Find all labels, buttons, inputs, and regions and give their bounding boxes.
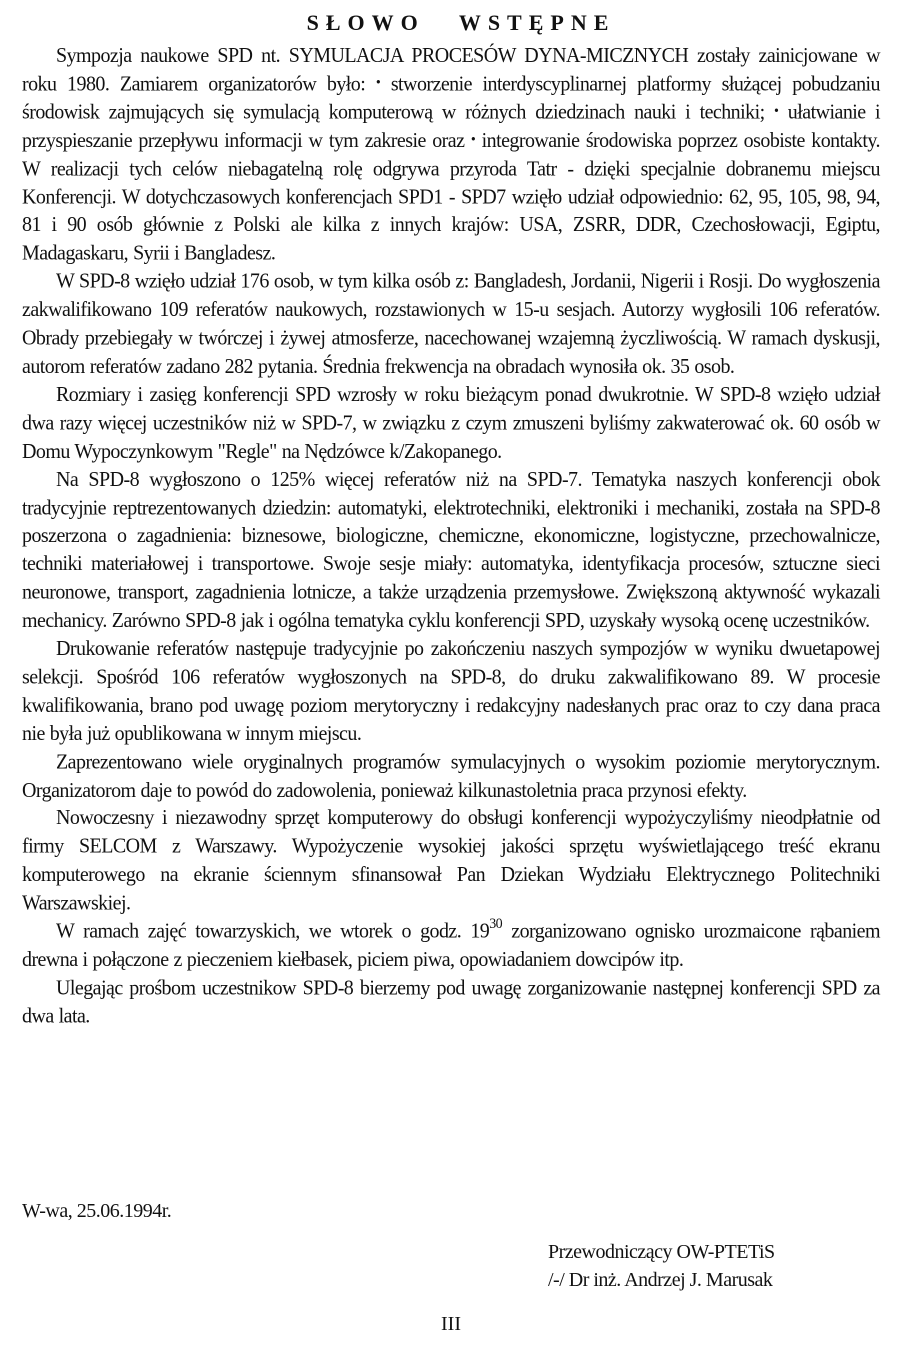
paragraph-topics: Na SPD-8 wygłoszono o 125% więcej referatów niż na SPD-7. Tematyka naszych konferencji obok tradycyjnie reptrezentowanych dziedzin: automatyki, elektrotechniki, elektroniki i mechaniki, została na SPD-8 poszerzona o zagadnienia: biznesowe, biologiczne, chemiczne, ekonomiczne, logistyczne, przechowalnicze, techniki materiałowej i transportowe. Swoje sesje miały: automatyka, identyfikacja procesów, sztuczne sieci neuronowe, transport, zagadnienia lotnicze, a także urządzenia przemysłowe. Zwiększoną aktywność wykazali mechanicy. Zarówno SPD-8 jak i ogólna tematyka cyklu konferencji SPD, uzyskały wysoką ocenę uczestników.	[22, 467, 880, 633]
date-line: W-wa, 25.06.1994r.	[22, 1200, 172, 1222]
time-superscript: 30	[489, 916, 503, 933]
page-number: III	[441, 1313, 461, 1335]
paragraph-equipment: Nowoczesny i niezawodny sprzęt komputerowy do obsługi konferencji wypożyczyliśmy nieodpłatnie od firmy SELCOM z Warszawy. Wypożyczenie wysokiej jakości sprzętu wyświetlającego treść ekranu komputerowego na ekranie ściennym sfinansował Pan Dziekan Wydziału Elektrycznego Politechniki Warszawskiej.	[22, 806, 880, 915]
bullet-icon: •	[774, 103, 779, 120]
paragraph-social-events: W ramach zajęć towarzyskich, we wtorek o godz. $19^{30}$ zorganizowano ognisko urozmaicone rąbaniem drewna i połączone z pieczeniem kiełbasek, piciem piwa, opowiadaniem dowcipów itp.	[22, 916, 880, 972]
paragraph-intro: Sympozja naukowe SPD nt. SYMULACJA PROCESÓW DYNA-MICZNYCH zostały zainicjowane w roku 1980. Zamiarem organizatorów było: • stworzenie interdyscyplinarnej platformy służącej pobudzaniu środowisk zajmujących się symulacją komputerową w różnych dziedzinach nauki i techniki; • ułatwianie i przyspieszanie przepływu informacji w tym zakresie oraz • integrowanie środowiska poprzez osobiste kontakty. W realizacji tych celów niebagatelną rolę odgrywa przyroda Tatr - dzięki specjalnie dobranemu miejscu Konferencji. W dotychczasowych konferencjach SPD1 - SPD7 wzięło udział odpowiednio: 62, 95, 105, 98, 94, 81 i 90 osób głównie z Polski ale kilka z innych krajów: USA, ZSRR, DDR, Czechosłowacji, Egiptu, Madagaskaru, Syrii i Bangladesz.	[22, 44, 881, 265]
page-title: SŁOWO WSTĘPNE	[306, 10, 616, 35]
bullet-icon: •	[470, 132, 476, 148]
signature-title: Przewodniczący OW-PTETiS	[548, 1241, 775, 1263]
paragraph-printing: Drukowanie referatów następuje tradycyjnie po zakończeniu naszych sympozjów w wyniku dwuetapowej selekcji. Spośród 106 referatów wygłoszonych na SPD-8, do druku zakwalifikowano 89. W procesie kwalifikowania, brano pod uwagę poziom merytoryczny i redakcyjny nadesłanych prac oraz to czy dana praca nie była już opublikowana w innym miejscu.	[22, 637, 880, 746]
bullet-icon: •	[375, 75, 381, 92]
document-body	[22, 42, 880, 1031]
paragraph-programs: Zaprezentowano wiele oryginalnych programów symulacyjnych o wysokim poziomie merytorycznym. Organizatorom daje to powód do zadowolenia, ponieważ kilkunastoletnia praca przynosi efekty.	[22, 750, 880, 802]
document-page	[22, 0, 881, 1335]
paragraph-spd8-attendance: W SPD-8 wzięło udział 176 osob, w tym kilka osób z: Bangladesh, Jordanii, Nigerii i Rosji. Do wygłoszenia zakwalifikowano 109 referatów naukowych, rozstawionych w 15-u sesjach. Autorzy wygłosili 106 referatów. Obrady przebiegały w twórczej i żywej atmosferze, nacechowanej wzajemną życzliwością. W ramach dyskusji, autorom referatów zadano 282 pytania. Średnia frekwencja na obradach wynosiła ok. 35 osob.	[22, 270, 880, 378]
signature-block	[548, 1238, 775, 1294]
paragraph-conference-size: Rozmiary i zasięg konferencji SPD wzrosły w roku bieżącym ponad dwukrotnie. W SPD-8 wzięło udział dwa razy więcej uczestników niż w SPD-7, w związku z czym zmuszeni byliśmy zakwaterować ok. 60 osób w Domu Wypoczynkowym "Regle" na Nędzówce k/Zakopanego.	[22, 383, 880, 463]
paragraph-next-conference: Ulegając prośbom uczestnikow SPD-8 bierzemy pod uwagę zorganizowanie następnej konferencji SPD za dwa lata.	[22, 976, 880, 1028]
signature-name: /-/ Dr inż. Andrzej J. Marusak	[548, 1269, 773, 1291]
